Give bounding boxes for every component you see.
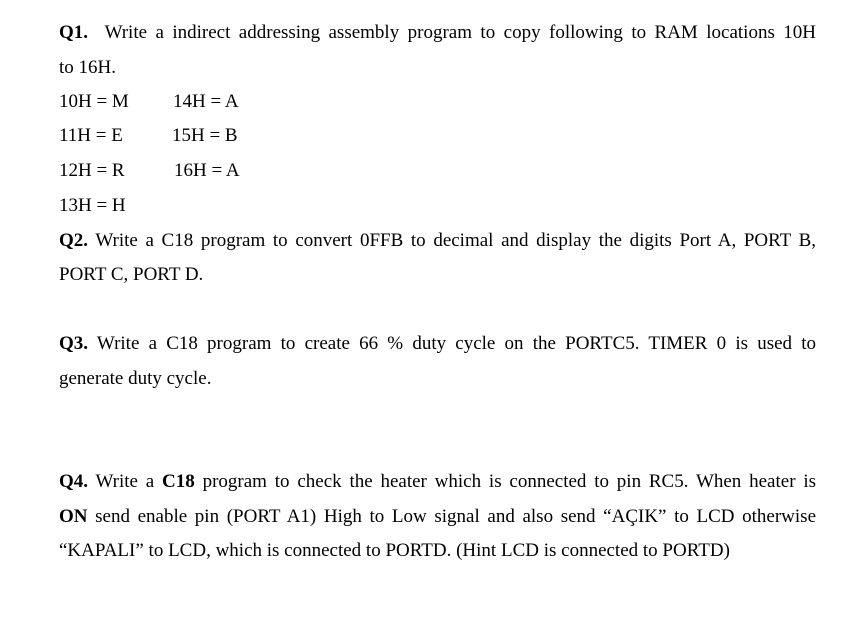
q4-text-line-1a: Write a bbox=[95, 471, 155, 492]
q1-register-left-2: 12H = R bbox=[59, 160, 125, 181]
q3-text-line-2: generate duty cycle. bbox=[59, 368, 212, 389]
q2-line-1 bbox=[59, 229, 816, 253]
q1-register-left-3: 13H = H bbox=[59, 195, 126, 216]
q4-text-line-1-bold: C18 bbox=[162, 471, 195, 492]
q2-text-line-2: PORT C, PORT D. bbox=[59, 264, 204, 285]
q3-line-1 bbox=[59, 332, 816, 356]
q4-text-line-1b: program to check the heater which is connected to pin RC5. When heater is bbox=[202, 471, 816, 492]
q1-register-left-1: 11H = E bbox=[59, 125, 123, 146]
q1-number: Q1. bbox=[59, 22, 89, 43]
q4-text-line-2-bold: ON bbox=[59, 506, 88, 527]
q1-text-line-1: Write a indirect addressing assembly program to copy following to RAM locations 10H bbox=[104, 22, 816, 43]
q4-line-1 bbox=[59, 470, 816, 494]
q1-text-line-2: to 16H. bbox=[59, 57, 116, 78]
q1-register-right-2: 16H = A bbox=[174, 160, 240, 181]
q1-register-left-0: 10H = M bbox=[59, 91, 129, 112]
q4-line-2 bbox=[59, 505, 816, 529]
q4-text-line-2-rest: send enable pin (PORT A1) High to Low signal and also send “AÇIK” to LCD otherwise bbox=[95, 506, 817, 527]
q2-text-line-1: Write a C18 program to convert 0FFB to decimal and display the digits Port A, PORT B, bbox=[95, 230, 816, 251]
q3-text-line-1: Write a C18 program to create 66 % duty cycle on the PORTC5. TIMER 0 is used to bbox=[96, 333, 816, 354]
q4-text-line-3: “KAPALI” to LCD, which is connected to PORTD. (Hint LCD is connected to PORTD) bbox=[59, 540, 730, 561]
q1-line-1 bbox=[59, 21, 816, 45]
q1-register-right-0: 14H = A bbox=[173, 91, 239, 112]
q1-register-right-1: 15H = B bbox=[172, 125, 238, 146]
q2-number: Q2. bbox=[59, 230, 89, 251]
q3-number: Q3. bbox=[59, 333, 89, 354]
q4-number: Q4. bbox=[59, 471, 89, 492]
